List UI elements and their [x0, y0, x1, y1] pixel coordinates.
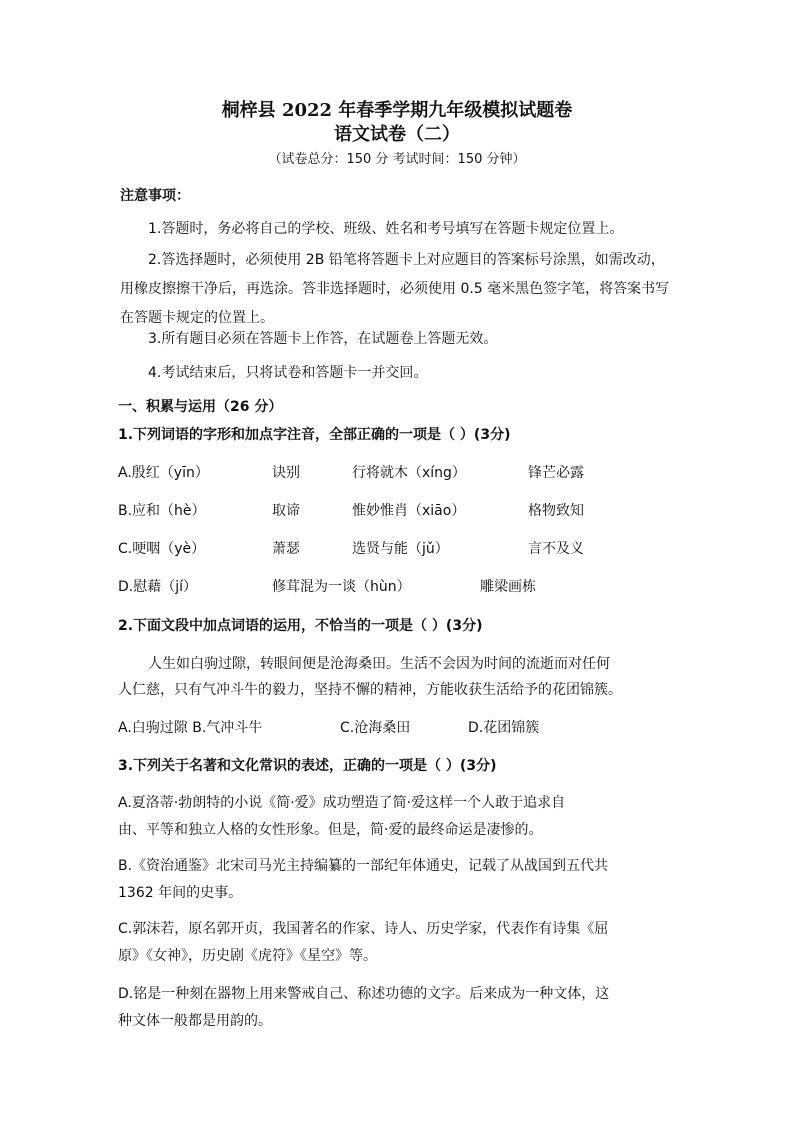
q3-option-b-line: 1362 年间的史事。: [118, 885, 243, 901]
q3-option-b-line: B.《资治通鉴》北宋司马光主持编纂的一部纪年体通史，记载了从战国到五代共: [118, 858, 609, 874]
q2-option-c: C.沧海桑田: [340, 720, 411, 736]
q1-option-c-word: 萧瑟: [272, 541, 300, 557]
notice-item: 3.所有题目必须在答题卡上作答，在试题卷上答题无效。: [148, 331, 498, 347]
q1-option-c: C.哽咽（yè）: [118, 541, 206, 557]
q1-option-d-word: 雕梁画栋: [480, 579, 536, 595]
paper-title: 语文试卷（二）: [334, 124, 460, 145]
q3-option-d-line: 种文体一般都是用韵的。: [118, 1013, 272, 1029]
section-heading: 一、积累与运用（26 分）: [118, 399, 283, 415]
q1-option-b-word: 格物致知: [528, 503, 584, 519]
q1-option-d: D.慰藉（jí）: [118, 579, 198, 595]
q1-option-b-word: 惟妙惟肖（xiāo）: [352, 503, 466, 519]
notice-item: 1.答题时，务必将自己的学校、班级、姓名和考号填写在答题卡规定位置上。: [148, 221, 624, 237]
question-1-stem: 1.下列词语的字形和加点字注音，全部正确的一项是（ ）(3分): [118, 427, 511, 443]
q1-option-a: A.殷红（yīn）: [118, 465, 209, 481]
question-2-stem: 2.下面文段中加点词语的运用，不恰当的一项是（ ）(3分): [118, 618, 483, 634]
q1-option-a-word: 锋芒必露: [528, 465, 584, 481]
exam-title: 桐梓县 2022 年春季学期九年级模拟试题卷: [221, 100, 573, 121]
q1-option-b: B.应和（hè）: [118, 503, 206, 519]
q1-option-c-word: 言不及义: [528, 541, 584, 557]
exam-info: （试卷总分：150 分 考试时间：150 分钟）: [268, 152, 526, 167]
q1-option-c-word: 选贤与能（jǔ）: [352, 541, 449, 557]
q1-option-b-word: 取谛: [272, 503, 300, 519]
notice-item: 4.考试结束后，只将试卷和答题卡一并交回。: [148, 365, 428, 381]
notice-heading: 注意事项：: [120, 188, 190, 204]
q1-option-a-word: 行将就木（xíng）: [352, 465, 466, 481]
q3-option-c-line: C.郭沫若，原名郭开贞，我国著名的作家、诗人、历史学家，代表作有诗集《屈: [118, 921, 609, 937]
q3-option-a-line: A.夏洛蒂·勃朗特的小说《简·爱》成功塑造了简·爱这样一个人敢于追求自: [118, 795, 566, 811]
q1-option-d-word: 修茸混为一谈（hùn）: [272, 579, 411, 595]
q2-passage-line: 人生如白驹过隙，转眼间便是沧海桑田。生活不会因为时间的流逝而对任何: [148, 656, 610, 672]
q3-option-a-line: 由、平等和独立人格的女性形象。但是，简·爱的最终命运是凄惨的。: [118, 822, 543, 838]
q2-passage-line: 人仁慈，只有气冲斗牛的毅力，坚持不懈的精神，方能收获生活给予的花团锦簇。: [118, 682, 622, 698]
question-3-stem: 3.下列关于名著和文化常识的表述，正确的一项是（ ）(3分): [118, 758, 497, 774]
q3-option-c-line: 原》《女神》，历史剧《虎符》《星空》等。: [118, 948, 377, 964]
q2-option-d: D.花团锦簇: [468, 720, 540, 736]
notice-item: 2.答选择题时，必须使用 2B 铅笔将答题卡上对应题目的答案标号涂黑，如需改动，用橡皮擦擦干净后，再选涂。答非选择题时，必须使用 0.5 毫米黑色签字笔，将答案书写在答题卡规定的位置上。: [120, 252, 670, 326]
q2-option-ab: A.白驹过隙 B.气冲斗牛: [118, 720, 263, 736]
q1-option-a-word: 诀别: [272, 465, 300, 481]
q3-option-d-line: D.铭是一种刻在器物上用来警戒自己、称述功德的文字。后来成为一种文体，这: [118, 986, 610, 1002]
